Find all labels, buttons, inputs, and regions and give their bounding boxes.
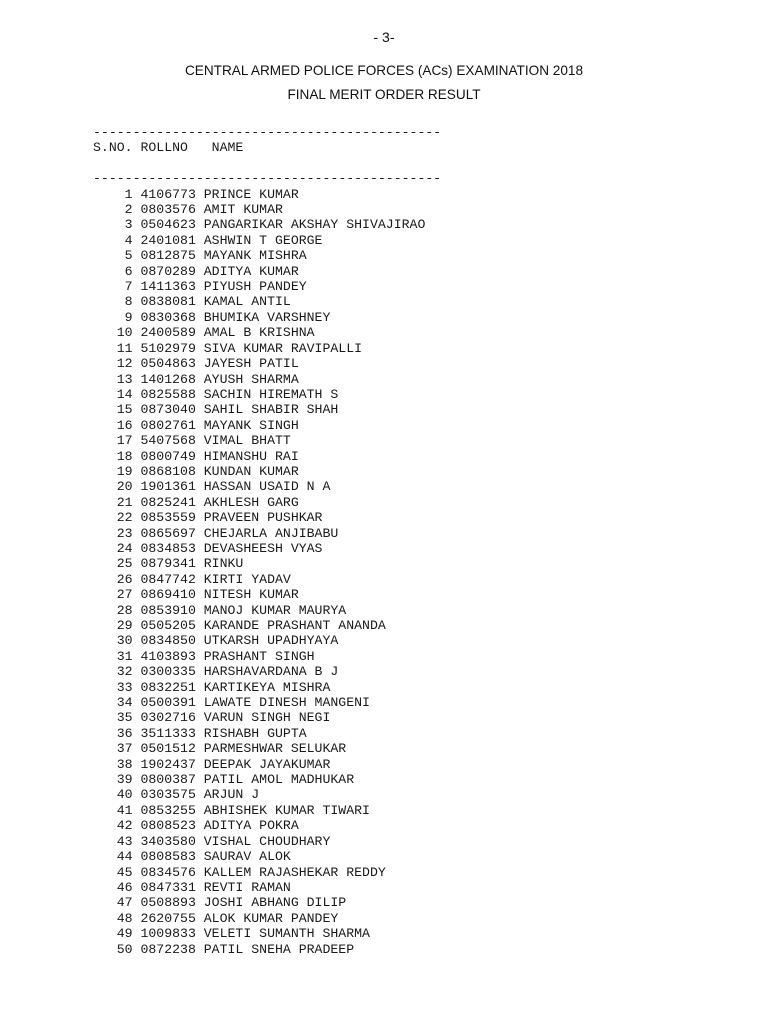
serial-number: 28 [116,602,133,618]
candidate-name: DEVASHEESH VYAS [203,540,323,556]
merit-row [93,757,441,772]
merit-row [93,680,441,695]
merit-row [93,495,441,510]
merit-row [93,572,441,587]
merit-row [93,433,441,448]
serial-number: 34 [116,695,133,711]
candidate-name: AMIT KUMAR [203,202,283,218]
candidate-name: KIRTI YADAV [203,571,291,587]
serial-number: 16 [116,417,133,433]
roll-number: 2620755 [140,910,196,926]
merit-row [93,603,441,618]
merit-row [93,356,441,371]
candidate-name: VARUN SINGH NEGI [203,710,331,726]
serial-number: 33 [116,679,133,695]
candidate-name: KUNDAN KUMAR [203,463,299,479]
merit-row [93,695,441,710]
merit-row [93,649,441,664]
serial-number: 50 [116,941,133,957]
page-number: - 3- [373,29,395,45]
candidate-name: SAHIL SHABIR SHAH [203,402,339,418]
merit-row [93,449,441,464]
roll-number: 0508893 [140,895,196,911]
merit-rows [93,187,441,957]
roll-number: 3403580 [140,833,196,849]
roll-number: 0501512 [140,741,196,757]
merit-row [93,310,441,325]
roll-number: 0500391 [140,695,196,711]
roll-number: 0830368 [140,309,196,325]
candidate-name: ABHISHEK KUMAR TIWARI [203,802,370,818]
merit-row [93,217,441,232]
merit-row [93,372,441,387]
candidate-name: BHUMIKA VARSHNEY [203,309,331,325]
merit-row [93,464,441,479]
candidate-name: KAMAL ANTIL [203,294,291,310]
roll-number: 0838081 [140,294,196,310]
roll-number: 0879341 [140,556,196,572]
serial-number: 40 [116,787,133,803]
serial-number: 49 [116,926,133,942]
candidate-name: KARTIKEYA MISHRA [203,679,331,695]
serial-number: 21 [116,494,133,510]
candidate-name: DEEPAK JAYAKUMAR [203,756,331,772]
merit-row [93,834,441,849]
roll-number: 0834853 [140,540,196,556]
candidate-name: PRINCE KUMAR [203,186,299,202]
roll-number: 0853559 [140,510,196,526]
separator-line-bottom: -------------------------------------------- [93,171,442,187]
merit-row [93,402,441,417]
roll-number: 0808583 [140,849,196,865]
serial-number: 39 [116,772,133,788]
candidate-name: LAWATE DINESH MANGENI [203,695,370,711]
candidate-name: REVTI RAMAN [203,879,291,895]
blank-line [93,156,441,171]
roll-number: 5407568 [140,433,196,449]
serial-number: 46 [116,879,133,895]
candidate-name: ALOK KUMAR PANDEY [203,910,339,926]
merit-row [93,510,441,525]
merit-row [93,541,441,556]
roll-number: 0872238 [140,941,196,957]
candidate-name: AKHLESH GARG [203,494,299,510]
candidate-name: AYUSH SHARMA [203,371,299,387]
merit-row [93,895,441,910]
roll-number: 1901361 [140,479,196,495]
merit-row [93,772,441,787]
serial-number: 3 [124,217,133,233]
candidate-name: MAYANK MISHRA [203,248,307,264]
serial-number: 12 [116,356,133,372]
merit-row [93,803,441,818]
merit-row [93,664,441,679]
serial-number: 43 [116,833,133,849]
roll-number: 1902437 [140,756,196,772]
serial-number: 37 [116,741,133,757]
candidate-name: RINKU [203,556,244,572]
merit-row [93,587,441,602]
candidate-name: AMAL B KRISHNA [203,325,315,341]
roll-number: 0300335 [140,664,196,680]
serial-number: 24 [116,540,133,556]
roll-number: 0834576 [140,864,196,880]
candidate-name: KARANDE PRASHANT ANANDA [203,618,386,633]
candidate-name: MANOJ KUMAR MAURYA [203,602,347,618]
header-sno: S.NO. [93,140,133,156]
merit-row [93,264,441,279]
merit-row [93,710,441,725]
roll-number: 0825241 [140,494,196,510]
candidate-name: UTKARSH UPADHYAYA [203,633,339,649]
merit-row [93,325,441,340]
candidate-name: CHEJARLA ANJIBABU [203,525,339,541]
roll-number: 0504623 [140,217,196,233]
roll-number: 1009833 [140,926,196,942]
roll-number: 0870289 [140,263,196,279]
header-rollno: ROLLNO [140,140,188,156]
merit-row [93,526,441,541]
roll-number: 0868108 [140,463,196,479]
serial-number: 31 [116,648,133,664]
merit-row [93,618,441,633]
merit-row [93,849,441,864]
candidate-name: JOSHI ABHANG DILIP [203,895,347,911]
serial-number: 26 [116,571,133,587]
serial-number: 23 [116,525,133,541]
roll-number: 4106773 [140,186,196,202]
merit-row [93,633,441,648]
candidate-name: ARJUN J [203,787,260,803]
roll-number: 0853910 [140,602,196,618]
serial-number: 13 [116,371,133,387]
serial-number: 29 [116,618,133,633]
serial-number: 32 [116,664,133,680]
candidate-name: SAURAV ALOK [203,849,291,865]
document-subtitle: FINAL MERIT ORDER RESULT [287,87,481,102]
roll-number: 0834850 [140,633,196,649]
serial-number: 8 [124,294,133,310]
roll-number: 0302716 [140,710,196,726]
serial-number: 45 [116,864,133,880]
serial-number: 9 [124,309,133,325]
serial-number: 41 [116,802,133,818]
roll-number: 0800387 [140,772,196,788]
serial-number: 47 [116,895,133,911]
merit-row [93,341,441,356]
column-header-row [93,140,441,155]
candidate-name: HARSHAVARDANA B J [203,664,339,680]
candidate-name: SIVA KUMAR RAVIPALLI [203,340,363,356]
merit-row [93,787,441,802]
merit-row [93,926,441,941]
roll-number: 0847742 [140,571,196,587]
merit-row [93,880,441,895]
serial-number: 42 [116,818,133,834]
serial-number: 38 [116,756,133,772]
roll-number: 0865697 [140,525,196,541]
merit-row [93,479,441,494]
merit-row [93,233,441,248]
merit-row [93,294,441,309]
merit-row [93,726,441,741]
serial-number: 19 [116,463,133,479]
serial-number: 27 [116,587,133,603]
merit-row [93,741,441,756]
serial-number: 10 [116,325,133,341]
candidate-name: PATIL AMOL MADHUKAR [203,772,355,788]
roll-number: 0873040 [140,402,196,418]
merit-row [93,865,441,880]
candidate-name: VIMAL BHATT [203,433,291,449]
serial-number: 1 [124,186,133,202]
serial-number: 4 [124,232,133,248]
roll-number: 0303575 [140,787,196,803]
merit-row [93,187,441,202]
serial-number: 20 [116,479,133,495]
candidate-name: PATIL SNEHA PRADEEP [203,941,355,957]
candidate-name: ADITYA KUMAR [203,263,299,279]
serial-number: 17 [116,433,133,449]
serial-number: 36 [116,725,133,741]
separator-line-top: -------------------------------------------- [93,125,442,140]
merit-row [93,818,441,833]
serial-number: 14 [116,386,133,402]
merit-row [93,911,441,926]
serial-number: 5 [124,248,133,264]
merit-row [93,279,441,294]
candidate-name: ADITYA POKRA [203,818,299,834]
candidate-name: JAYESH PATIL [203,356,299,372]
candidate-name: VELETI SUMANTH SHARMA [203,926,370,942]
serial-number: 18 [116,448,133,464]
candidate-name: PANGARIKAR AKSHAY SHIVAJIRAO [203,217,426,233]
roll-number: 2400589 [140,325,196,341]
roll-number: 1401268 [140,371,196,387]
candidate-name: HASSAN USAID N A [203,479,331,495]
serial-number: 15 [116,402,133,418]
roll-number: 0800749 [140,448,196,464]
roll-number: 5102979 [140,340,196,356]
merit-row [93,387,441,402]
serial-number: 35 [116,710,133,726]
candidate-name: PRASHANT SINGH [203,648,315,664]
candidate-name: KALLEM RAJASHEKAR REDDY [203,864,386,880]
roll-number: 0803576 [140,202,196,218]
merit-list [93,125,441,957]
roll-number: 0505205 [140,618,196,633]
candidate-name: ASHWIN T GEORGE [203,232,323,248]
merit-row [93,418,441,433]
serial-number: 7 [124,279,133,295]
serial-number: 22 [116,510,133,526]
header-name: NAME [211,140,244,156]
roll-number: 0812875 [140,248,196,264]
candidate-name: MAYANK SINGH [203,417,299,433]
serial-number: 48 [116,910,133,926]
serial-number: 6 [124,263,133,279]
serial-number: 2 [124,202,133,218]
candidate-name: PARMESHWAR SELUKAR [203,741,347,757]
roll-number: 1411363 [140,279,196,295]
merit-row [93,942,441,957]
candidate-name: PIYUSH PANDEY [203,279,307,295]
roll-number: 0832251 [140,679,196,695]
merit-row [93,248,441,263]
roll-number: 2401081 [140,232,196,248]
serial-number: 44 [116,849,133,865]
document-title: CENTRAL ARMED POLICE FORCES (ACs) EXAMINATION 2018 [184,63,584,78]
candidate-name: HIMANSHU RAI [203,448,299,464]
candidate-name: NITESH KUMAR [203,587,299,603]
candidate-name: PRAVEEN PUSHKAR [203,510,323,526]
roll-number: 0504863 [140,356,196,372]
roll-number: 0853255 [140,802,196,818]
roll-number: 0847331 [140,879,196,895]
roll-number: 3511333 [140,725,196,741]
roll-number: 4103893 [140,648,196,664]
roll-number: 0802761 [140,417,196,433]
roll-number: 0869410 [140,587,196,603]
merit-row [93,556,441,571]
serial-number: 30 [116,633,133,649]
candidate-name: SACHIN HIREMATH S [203,386,339,402]
candidate-name: RISHABH GUPTA [203,725,307,741]
serial-number: 25 [116,556,133,572]
serial-number: 11 [116,340,133,356]
candidate-name: VISHAL CHOUDHARY [203,833,331,849]
merit-row [93,202,441,217]
roll-number: 0808523 [140,818,196,834]
roll-number: 0825588 [140,386,196,402]
